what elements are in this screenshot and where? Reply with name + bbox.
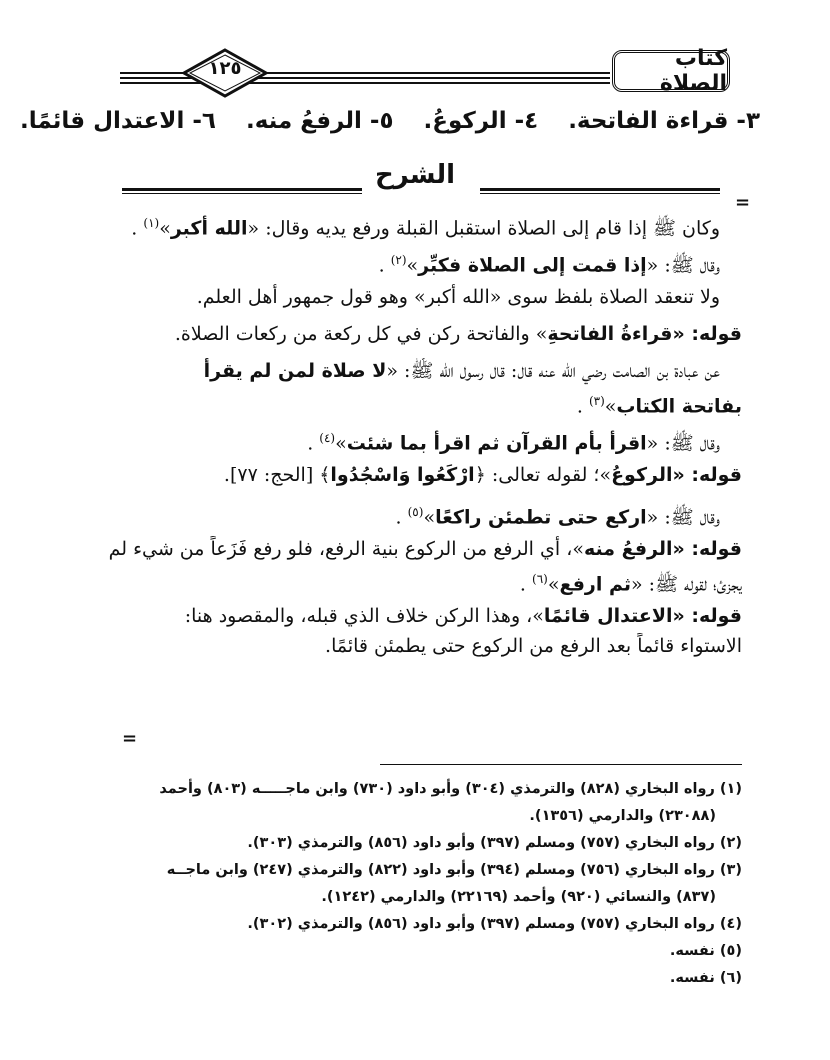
text-run: » [406,254,419,277]
quote-text: اركع حتى تطمئن راكعًا [435,506,647,529]
text-run: » [159,217,171,240]
footnote: (٥) نفسه. [669,943,742,959]
paragraph-line [97,388,742,425]
text-run: الاستواء قائماً بعد الرفع من الركوع حتى يطمئن قائمًا. [325,635,742,657]
footnote: (٦) نفسه. [669,970,742,986]
footnote-continuation: (٢٣٠٨٨) والدارمي (١٣٥٦). [529,808,716,824]
continuation-mark-top: = [735,192,751,213]
text-run: وكان ﷺ إذا قام إلى الصلاة استقبل القبلة ورفع يديه وقال: « [247,217,720,240]
quote-text: بفاتحة الكتاب [616,395,742,418]
text-run: » والفاتحة ركن في كل ركعة من ركعات الصلاة. [174,323,548,345]
text-run: وقال ﷺ: « [646,432,720,455]
paragraph-line [97,425,742,462]
lemma-label: قوله: « [672,605,742,627]
paragraph-line [97,462,742,499]
quote-text: ثم ارفع [559,573,631,596]
text-run: »، وهذا الركن خلاف الذي قبله، والمقصود هنا: [184,605,544,627]
continuation-mark-bottom: = [122,728,138,749]
lemma-text: الركوعُ [611,464,673,486]
footnote-ref: (١) [143,216,160,230]
section-title: الشرح [374,160,456,190]
footnote-rule [380,764,742,765]
lemma-label: قوله: « [672,538,742,560]
paragraph-line [97,633,742,670]
footnote-ref: (٢) [390,253,407,267]
text-run: . [395,506,408,529]
text-run: ولا تنعقد الصلاة بلفظ سوى «الله أكبر» وهو قول جمهور أهل العلم. [196,286,720,308]
paragraph-line [97,536,742,566]
quote-text: اقرأ بأم القرآن ثم اقرأ بما شئت [346,432,647,455]
paragraph-line [97,358,742,388]
commentary-body [97,210,742,670]
chapter-title-box [612,46,730,96]
paragraph-line [97,566,742,603]
text-run: . [131,217,144,240]
paragraph-line [97,603,742,633]
intro-list [19,108,760,134]
text-run: وقال ﷺ: « [646,254,720,277]
quran-text: ارْكَعُوا وَاسْجُدُوا [330,464,475,486]
footnote-ref: (٤) [319,431,336,445]
footnote: (٤) رواه البخاري (٧٥٧) ومسلم (٣٩٧) وأبو داود (٨٥٦) والترمذي (٣٠٢). [247,916,742,932]
text-run: عن عبادة بن الصامت رضي الله عنه قال: قال رسول الله ﷺ: « [386,360,720,382]
footnote: (٢) رواه البخاري (٧٥٧) ومسلم (٣٩٧) وأبو داود (٨٥٦) والترمذي (٣٠٣). [247,835,742,851]
paragraph-line [97,321,742,358]
lemma-label: قوله: « [672,323,742,345]
text-run: » [547,573,560,596]
intro-item: ٣- قراءة الفاتحة. [568,108,760,134]
text-run: وقال ﷺ: « [646,506,720,529]
text-run: . [378,254,391,277]
lemma-text: الرفعُ منه [583,538,673,560]
paragraph-line [97,247,742,284]
text-run: يجزئ؛ لقوله ﷺ: « [631,573,742,596]
paragraph-line [97,499,742,536]
lemma-text: الاعتدال قائمًا [543,605,673,627]
footnotes [92,776,742,992]
intro-item: ٤- الركوعُ. [423,108,539,134]
footnote-continuation: (٨٣٧) والنسائي (٩٢٠) وأحمد (٢٢١٦٩) والدارمي (١٢٤٢). [321,889,716,905]
text-run: » [335,432,347,455]
lemma-label: قوله: « [672,464,742,486]
footnote-ref: (٣) [588,394,605,408]
paragraph-line [97,210,742,247]
intro-item: ٦- الاعتدال قائمًا. [19,108,216,134]
text-run: » [604,395,617,418]
text-run: » [423,506,436,529]
text-run: . [576,395,589,418]
lemma-text: قراءةُ الفاتحةِ [547,323,673,345]
footnote-ref: (٥) [407,505,424,519]
footnote: (٣) رواه البخاري (٧٥٦) ومسلم (٣٩٤) وأبو داود (٨٢٢) والترمذي (٢٤٧) وابن ماجــه [166,862,742,878]
footnote-ref: (٦) [532,572,548,586]
text-run: . [519,573,533,596]
footnote: (١) رواه البخاري (٨٢٨) والترمذي (٣٠٤) وأبو داود (٧٣٠) وابن ماجـــــه (٨٠٣) وأحمد [159,781,742,797]
quote-text: الله أكبر [170,217,248,240]
chapter-title: كتاب الصلاة [659,46,727,96]
quote-text: لا صلاة لمن لم يقرأ [203,360,387,382]
intro-item: ٥- الرفعُ منه. [245,108,394,134]
paragraph-line [97,284,742,321]
text-run: »؛ لقوله تعالى: ﴿ [474,464,612,486]
text-run: »، أي الرفع من الركوع بنية الرفع، فلو رفع فَزَعاً من شيء لم [108,538,584,560]
text-run: . [307,432,320,455]
page-number: ١٢٥ [208,58,242,79]
quote-text: إذا قمت إلى الصلاة فكبِّر [418,254,647,277]
text-run: ﴾ [الحج: ٧٧]. [223,464,331,486]
